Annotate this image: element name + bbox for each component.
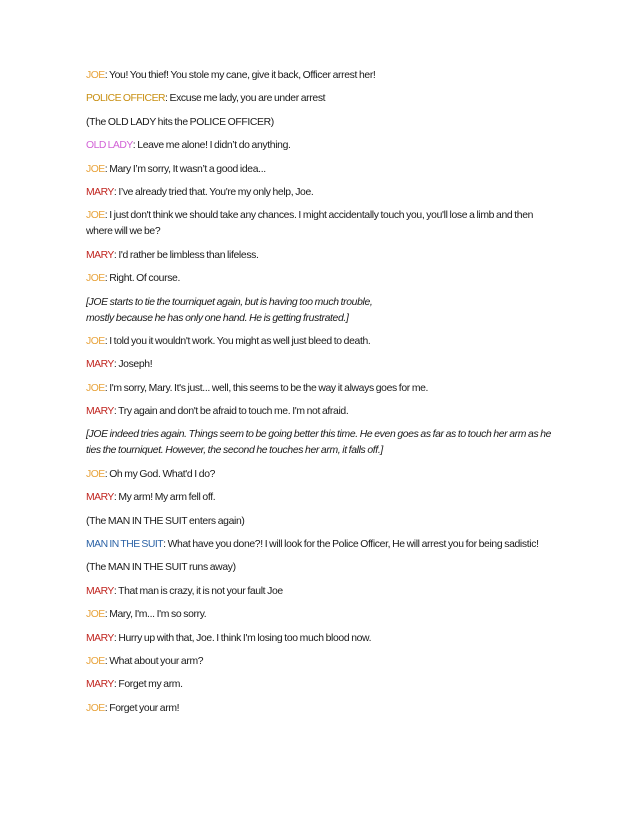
dialogue-line [86,404,556,420]
dialogue-text: : You! You thief! You stole my cane, give it back, Officer arrest her! [104,70,376,81]
dialogue-line [86,654,556,670]
dialogue-text: : Excuse me lady, you are under arrest [165,93,326,105]
dialogue-text: : That man is crazy, it is not your fault Joe [113,585,283,597]
speaker-name: JOE [86,655,105,667]
dialogue-line [86,381,556,397]
dialogue-line [86,162,556,178]
dialogue-line [86,537,556,553]
dialogue-text: : I’ve already tried that. You're my only help, Joe. [113,186,314,198]
script-page [86,68,556,724]
dialogue-line [86,138,556,154]
speaker-name: JOE [86,609,105,621]
dialogue-text: : Forget my arm. [113,679,183,691]
speaker-name: JOE [86,702,105,714]
speaker-name: MARY [86,492,114,504]
speaker-name: MARY [86,585,114,597]
dialogue-line [86,357,556,373]
dialogue-line [86,91,556,107]
dialogue-text: : I just don't think we should take any chances. I might accidentally touch you, you'll lose a limb and then where will we be? [86,210,534,238]
dialogue-text: : Right. Of course. [104,273,181,285]
dialogue-text: : Try again and don't be afraid to touch me. I'm not afraid. [113,406,349,418]
dialogue-line [86,248,556,264]
dialogue-text: : Mary, I'm... I'm so sorry. [104,609,207,621]
stage-direction: (The MAN IN THE SUIT enters again) [86,515,245,527]
dialogue-line [86,334,556,350]
speaker-name: JOE [86,70,105,81]
speaker-name: JOE [86,163,105,175]
stage-direction: (The MAN IN THE SUIT runs away) [86,562,236,574]
dialogue-text: : What about your arm? [104,655,204,667]
dialogue-line [86,185,556,201]
dialogue-text: : Joseph! [113,359,153,371]
speaker-name: OLD LADY [86,140,133,152]
speaker-name: MARY [86,249,114,261]
dialogue-text: : I'm sorry, Mary. It's just... well, this seems to be the way it always goes for me. [104,382,429,394]
dialogue-text: : I told you it wouldn't work. You might as well just bleed to death. [104,335,371,347]
dialogue-text: : Leave me alone! I didn’t do anything. [132,140,291,152]
dialogue-text: : Forget your arm! [104,702,180,714]
speaker-name: MARY [86,186,114,198]
dialogue-text: : Hurry up with that, Joe. I think I'm losing too much blood now. [113,632,372,644]
speaker-name: JOE [86,335,105,347]
speaker-name: JOE [86,273,105,285]
dialogue-text: : I'd rather be limbless than lifeless. [113,249,259,261]
stage-direction: (The OLD LADY hits the POLICE OFFICER) [86,116,274,128]
speaker-name: POLICE OFFICER [86,93,166,105]
speaker-name: MARY [86,359,114,371]
speaker-name: MARY [86,406,114,418]
speaker-name: MAN IN THE SUIT [86,539,164,551]
dialogue-line [86,490,556,506]
dialogue-line [86,271,556,287]
dialogue-line [86,68,556,84]
dialogue-line [86,631,556,647]
speaker-name: JOE [86,468,105,480]
dialogue-text: : My arm! My arm fell off. [113,492,216,504]
dialogue-line [86,584,556,600]
speaker-name: JOE [86,210,105,222]
dialogue-line [86,607,556,623]
dialogue-text: : Oh my God. What'd I do? [104,468,216,480]
dialogue-line [86,208,556,240]
speaker-name: MARY [86,632,114,644]
stage-direction-italic: [JOE indeed tries again. Things seem to be going better this time. He even goes as far as to touch her arm as he ties the tourniquet. However, the second he touches her arm, it falls off.] [86,429,552,457]
dialogue-text: : What have you done?! I will look for the Police Officer, He will arrest you for being sadistic! [163,539,539,551]
dialogue-line [86,467,556,483]
dialogue-text: : Mary I’m sorry, It wasn’t a good idea... [104,163,266,175]
speaker-name: JOE [86,382,105,394]
speaker-name: MARY [86,679,114,691]
dialogue-line [86,677,556,693]
stage-direction-italic: [JOE starts to tie the tourniquet again, but is having too much trouble, mostly because he has only one hand. He is getting frustrated.] [86,296,373,324]
dialogue-line [86,701,556,717]
